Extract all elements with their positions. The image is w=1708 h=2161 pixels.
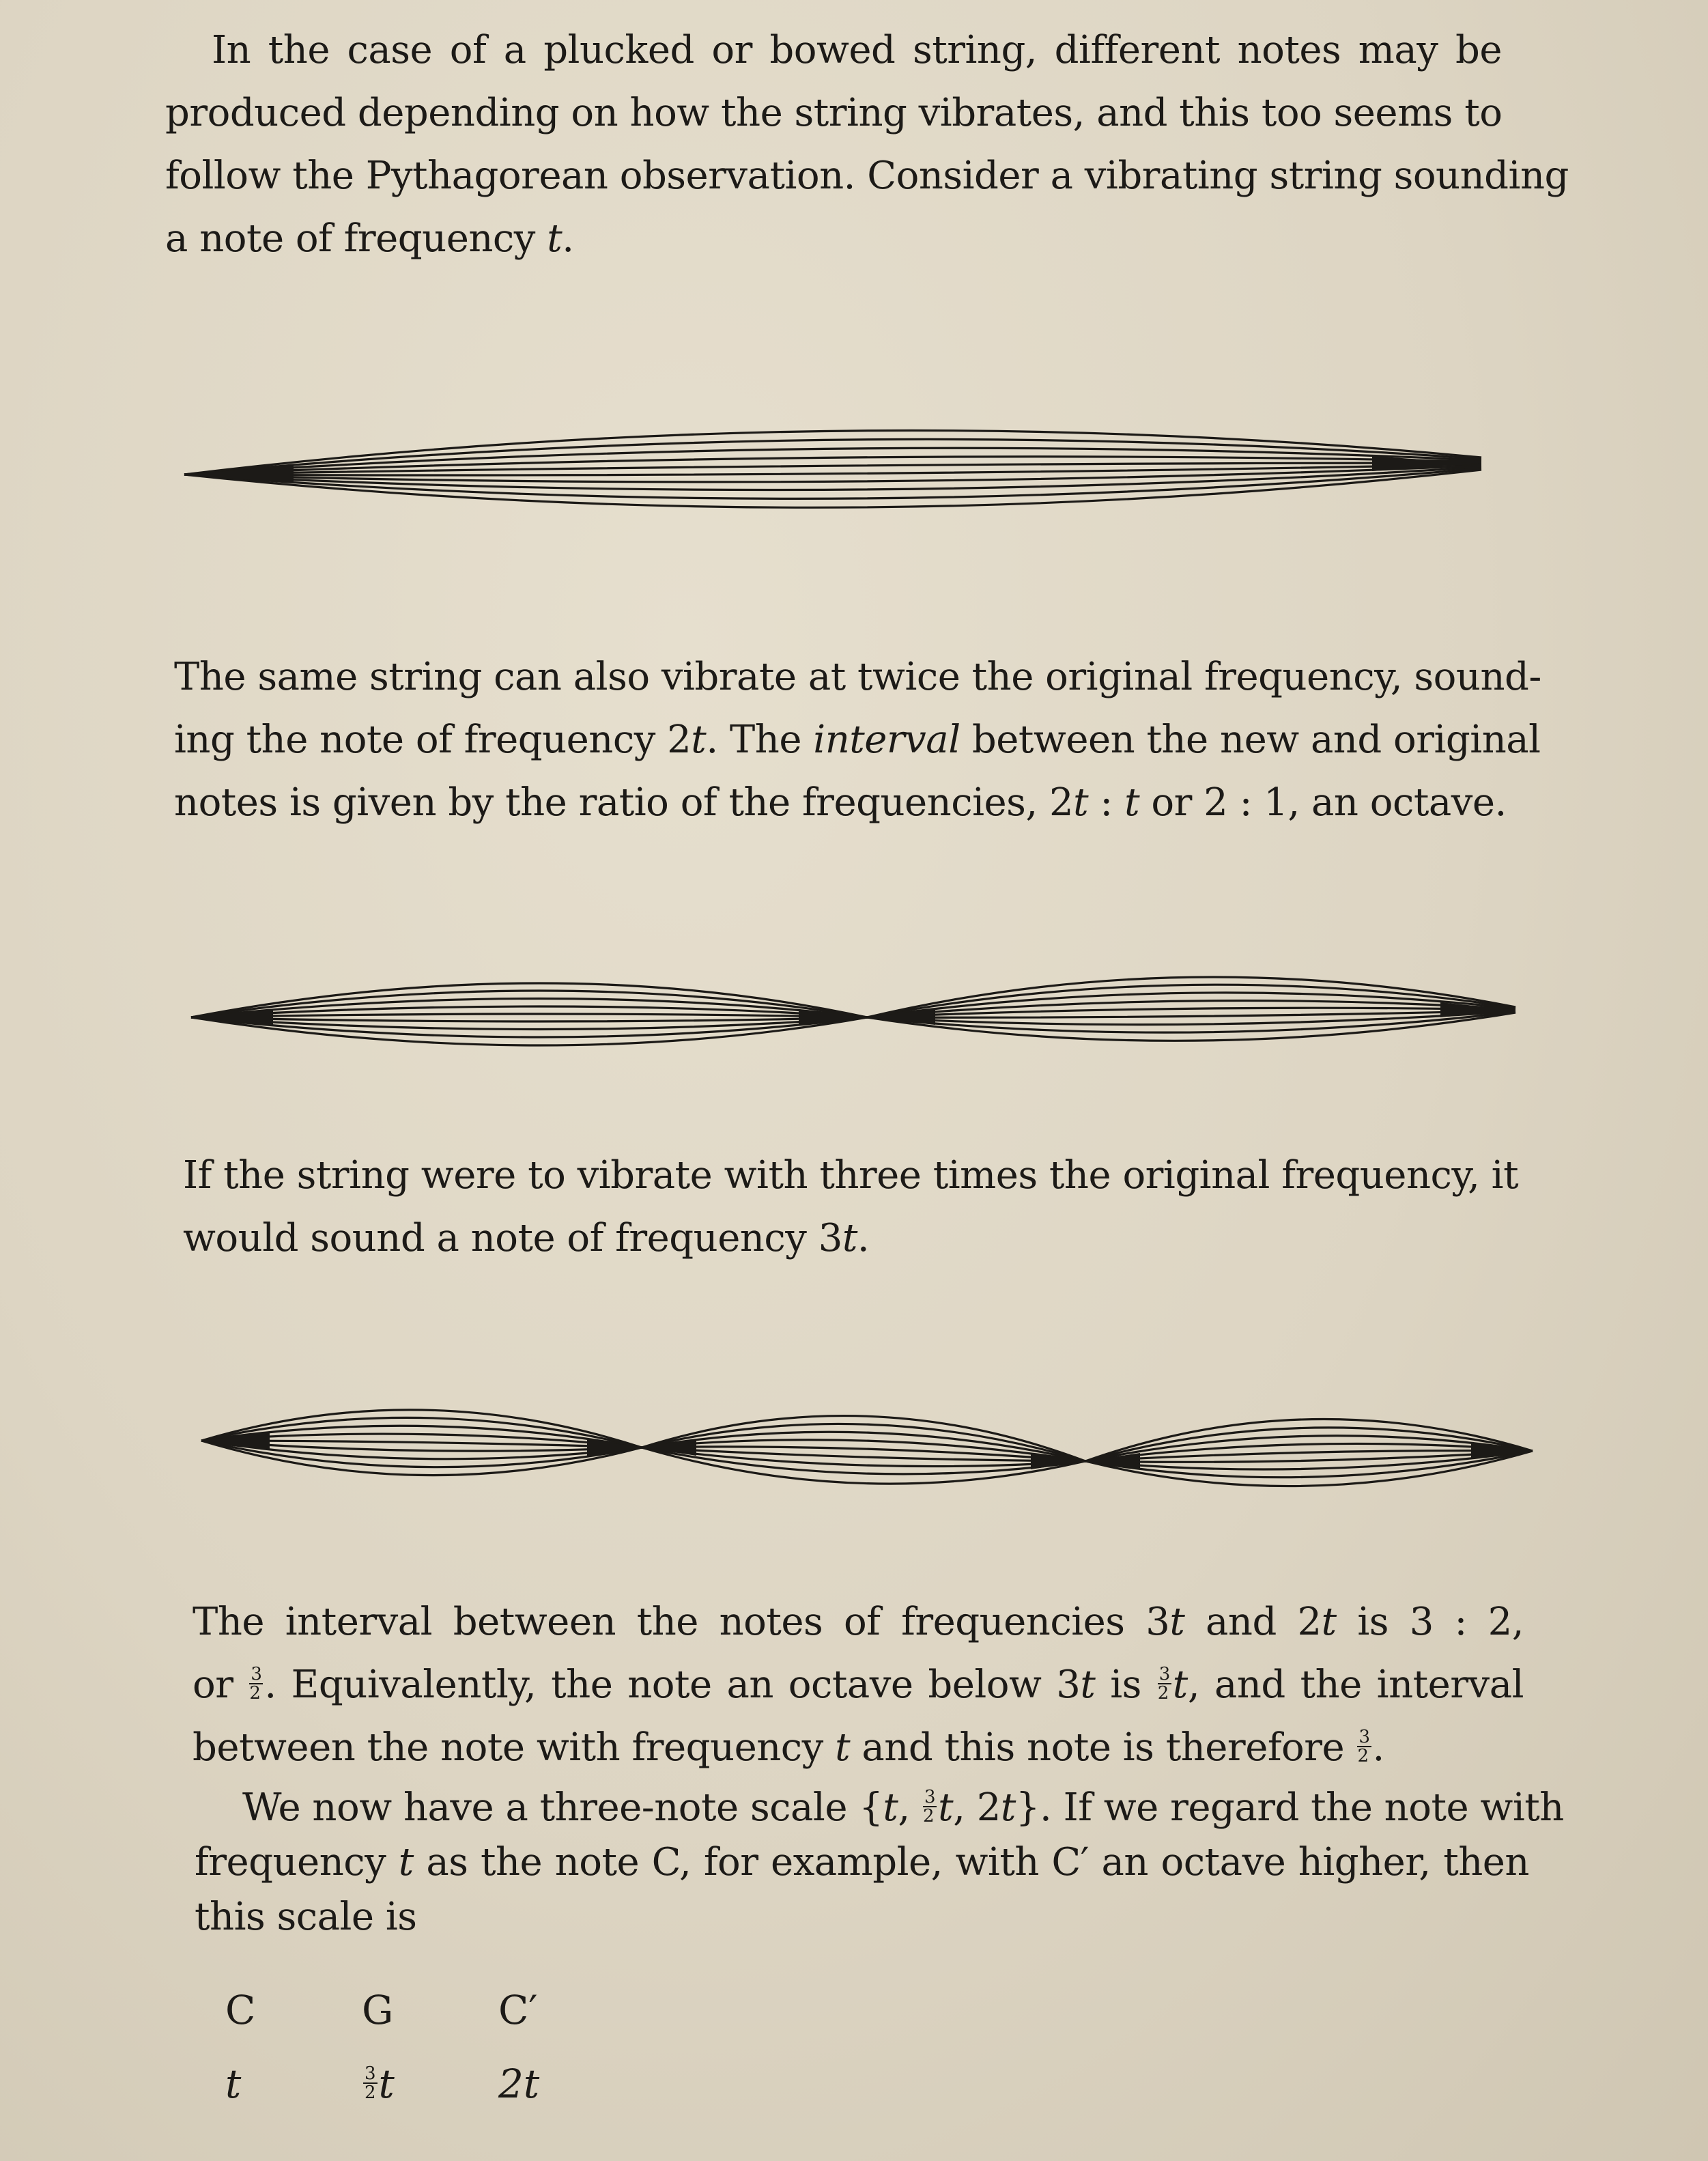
text-line: frequency t as the note C, for example, with C′ an octave higher, then (195, 1840, 1529, 1884)
fraction-three-halves: $\frac{3}{2}$ (923, 1786, 936, 1826)
scale-table (225, 1987, 628, 2107)
scale-note: C′ (498, 1987, 538, 2033)
text-line: between the note with frequency t and this note is therefore $\frac{3}{2}$ . (193, 1725, 1384, 1770)
paragraph-octave (174, 646, 1541, 834)
scale-notes-row (225, 1987, 628, 2033)
fraction-three-halves: $\frac{3}{2}$ (1357, 1726, 1370, 1766)
text-line: follow the Pythagorean observation. Consider a vibrating string sounding (165, 154, 1569, 198)
text-line: or $\frac{3}{2}$ . Equivalently, the note an octave below 3t is $\frac{3}{2}$ t, and the interval (193, 1663, 1524, 1707)
scale-frequency: 2t (498, 2061, 540, 2107)
vibrating-string-2-segment-icon (184, 942, 1522, 1079)
text-line: this scale is (195, 1895, 417, 1939)
scale-frequency: $\frac{3}{2}$ t (365, 2061, 395, 2107)
paragraph-third-harmonic (183, 1144, 1519, 1270)
paragraph-intro (165, 19, 1569, 270)
text-line: The same string can also vibrate at twice the original frequency, sound- (174, 655, 1541, 699)
text-line: If the string were to vibrate with three times the original frequency, it (183, 1153, 1519, 1198)
text-line: We now have a three-note scale {t, $\frac{3}{2}$ t, 2t}. If we regard the note with (242, 1785, 1564, 1830)
vibrating-string-3-segment-icon (195, 1372, 1546, 1523)
scale-frequency: t (225, 2061, 242, 2107)
paragraph-fifth-interval (193, 1591, 1524, 1779)
text-line: produced depending on how the string vibrates, and this too seems to (165, 91, 1503, 135)
text-line: would sound a note of frequency 3t. (183, 1216, 870, 1260)
fraction-three-halves: $\frac{3}{2}$ (1157, 1663, 1170, 1704)
text-line: a note of frequency t. (165, 216, 574, 261)
scale-note: C (225, 1987, 256, 2033)
fraction-three-halves: $\frac{3}{2}$ (249, 1663, 262, 1704)
text-line: In the case of a plucked or bowed string, different notes may be (212, 28, 1502, 72)
text-line: ing the note of frequency 2t. The interval between the new and original (174, 718, 1541, 762)
fraction-three-halves: $\frac{3}{2}$ (365, 2063, 376, 2103)
string-diagram-third-harmonic (195, 1372, 1546, 1523)
string-diagram-fundamental (177, 403, 1502, 546)
text-line: The interval between the notes of frequencies 3t and 2t is 3 : 2, (193, 1600, 1524, 1644)
text-line: notes is given by the ratio of the frequencies, 2t : t or 2 : 1, an octave. (174, 780, 1507, 825)
scale-frequencies-row (225, 2061, 628, 2107)
scale-note: G (362, 1987, 394, 2033)
vibrating-string-1-segment-icon (177, 403, 1502, 546)
paragraph-three-note-scale (195, 1781, 1564, 1945)
string-diagram-second-harmonic (184, 942, 1522, 1079)
